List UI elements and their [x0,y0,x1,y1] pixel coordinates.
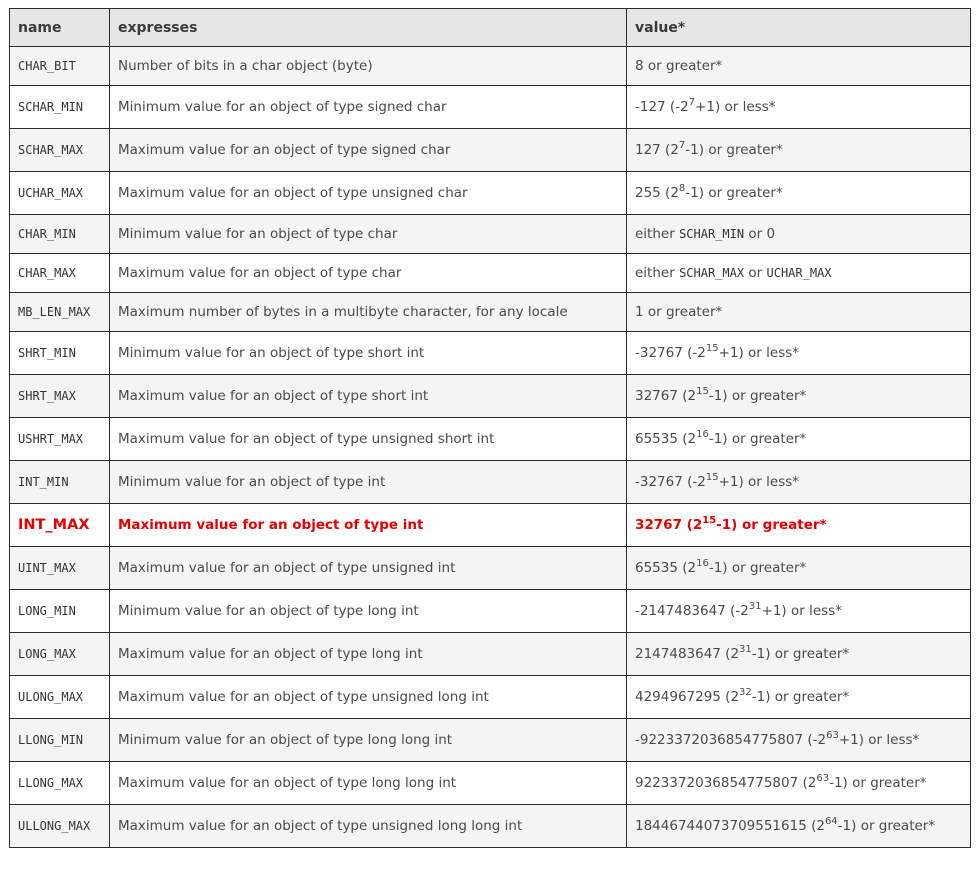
cell-name: CHAR_BIT [10,47,110,86]
value-text: -32767 (-2 [635,474,706,490]
cell-name: UINT_MAX [10,547,110,590]
value-text: 2147483647 (2 [635,646,740,662]
value-text: -1) or greater* [685,185,783,201]
value-exponent: 64 [824,815,838,827]
value-text: -1) or greater* [708,388,807,404]
value-code: UCHAR_MAX [766,266,832,280]
table-row [10,375,971,418]
value-exponent: 32 [739,686,752,698]
cell-name: ULONG_MAX [10,676,110,719]
cell-expresses: Minimum value for an object of type int [110,461,627,504]
table-row [10,719,971,762]
value-exponent: 31 [748,600,762,612]
limits-table-container [9,8,970,848]
value-text: 9223372036854775807 (2 [635,775,817,791]
cell-value [627,129,971,172]
cell-value [627,86,971,129]
cell-expresses: Maximum value for an object of type long long int [110,762,627,805]
cell-expresses: Minimum value for an object of type short int [110,332,627,375]
value-text: or [744,265,767,281]
cell-expresses: Maximum value for an object of type unsigned char [110,172,627,215]
value-text: +1) or less* [718,345,800,361]
cell-value [627,762,971,805]
cell-value [627,547,971,590]
table-row [10,762,971,805]
cell-expresses: Maximum value for an object of type short int [110,375,627,418]
cell-value [627,215,971,254]
table-row [10,293,971,332]
table-row [10,86,971,129]
cell-value [627,590,971,633]
cell-expresses: Maximum value for an object of type signed char [110,129,627,172]
cell-expresses: Minimum value for an object of type signed char [110,86,627,129]
value-text: or 0 [744,226,776,242]
value-text: 65535 (2 [635,560,697,576]
cell-name: USHRT_MAX [10,418,110,461]
table-row [10,547,971,590]
table-row [10,332,971,375]
cell-name: SHRT_MIN [10,332,110,375]
cell-value [627,293,971,332]
table-row [10,805,971,848]
value-text: -9223372036854775807 (-2 [635,732,827,748]
table-row [10,129,971,172]
table-body [10,47,971,848]
cell-expresses: Maximum value for an object of type unsigned long long int [110,805,627,848]
value-text: -1) or greater* [837,818,936,834]
cell-name: SCHAR_MIN [10,86,110,129]
cell-name: INT_MIN [10,461,110,504]
table-row [10,590,971,633]
cell-expresses: Maximum value for an object of type long int [110,633,627,676]
cell-expresses: Maximum value for an object of type int [110,504,627,547]
cell-name: LLONG_MIN [10,719,110,762]
table-row [10,418,971,461]
value-text: 32767 (2 [635,517,703,533]
cell-expresses: Minimum value for an object of type long long int [110,719,627,762]
value-text: -1) or greater* [751,646,850,662]
value-text: +1) or less* [695,99,776,115]
cell-name: CHAR_MAX [10,254,110,293]
cell-name: SHRT_MAX [10,375,110,418]
cell-value [627,47,971,86]
cell-value [627,375,971,418]
value-exponent: 63 [816,772,830,784]
value-text: either [635,226,680,242]
value-text: -32767 (-2 [635,345,706,361]
value-text: -1) or greater* [716,517,827,533]
cell-expresses: Minimum value for an object of type char [110,215,627,254]
cell-name: LONG_MIN [10,590,110,633]
header-row [10,9,971,47]
header-name: name [10,9,110,47]
value-exponent: 63 [826,729,839,741]
value-text: -1) or greater* [751,689,850,705]
value-text: -127 (-2 [635,99,689,115]
value-text: 18446744073709551615 (2 [635,818,825,834]
cell-expresses: Number of bits in a char object (byte) [110,47,627,86]
value-code: SCHAR_MIN [679,227,745,241]
cell-expresses: Maximum value for an object of type unsigned short int [110,418,627,461]
value-exponent: 7 [678,139,686,151]
cell-name: UCHAR_MAX [10,172,110,215]
table-row [10,504,971,547]
cell-expresses: Maximum number of bytes in a multibyte character, for any locale [110,293,627,332]
value-exponent: 8 [678,182,686,194]
table-header [10,9,971,47]
value-text: -1) or greater* [829,775,927,791]
cell-name: INT_MAX [10,504,110,547]
cell-expresses: Maximum value for an object of type unsigned int [110,547,627,590]
cell-value [627,172,971,215]
value-text: -2147483647 (-2 [635,603,749,619]
value-text: 4294967295 (2 [635,689,740,705]
cell-expresses: Maximum value for an object of type unsigned long int [110,676,627,719]
value-text: 1 or greater* [635,304,723,320]
value-exponent: 16 [696,428,709,440]
cell-name: ULLONG_MAX [10,805,110,848]
table-row [10,676,971,719]
limits-table [9,8,971,848]
table-row [10,461,971,504]
table-row [10,633,971,676]
value-text: 8 or greater* [635,58,723,74]
table-row [10,254,971,293]
value-text: +1) or less* [838,732,920,748]
value-text: 255 (2 [635,185,679,201]
value-exponent: 7 [688,96,696,108]
value-exponent: 16 [696,557,709,569]
value-exponent: 15 [702,514,717,526]
value-code: SCHAR_MAX [679,266,745,280]
table-row [10,215,971,254]
header-expresses: expresses [110,9,627,47]
value-text: -1) or greater* [708,560,807,576]
header-value: value* [627,9,971,47]
cell-value [627,418,971,461]
cell-name: LLONG_MAX [10,762,110,805]
table-row [10,47,971,86]
value-text: 65535 (2 [635,431,697,447]
cell-name: SCHAR_MAX [10,129,110,172]
value-text: either [635,265,680,281]
cell-name: CHAR_MIN [10,215,110,254]
cell-name: MB_LEN_MAX [10,293,110,332]
cell-value [627,676,971,719]
cell-value [627,332,971,375]
cell-value [627,719,971,762]
value-text: -1) or greater* [708,431,807,447]
value-exponent: 15 [705,471,719,483]
cell-value [627,461,971,504]
cell-value [627,254,971,293]
value-text: 32767 (2 [635,388,697,404]
value-text: -1) or greater* [685,142,783,158]
cell-name: LONG_MAX [10,633,110,676]
value-exponent: 31 [739,643,752,655]
value-text: +1) or less* [718,474,800,490]
value-exponent: 15 [696,385,709,397]
cell-value [627,805,971,848]
cell-expresses: Maximum value for an object of type char [110,254,627,293]
cell-expresses: Minimum value for an object of type long int [110,590,627,633]
cell-value [627,504,971,547]
value-text: 127 (2 [635,142,679,158]
value-exponent: 15 [705,342,719,354]
cell-value [627,633,971,676]
value-text: +1) or less* [761,603,842,619]
table-row [10,172,971,215]
